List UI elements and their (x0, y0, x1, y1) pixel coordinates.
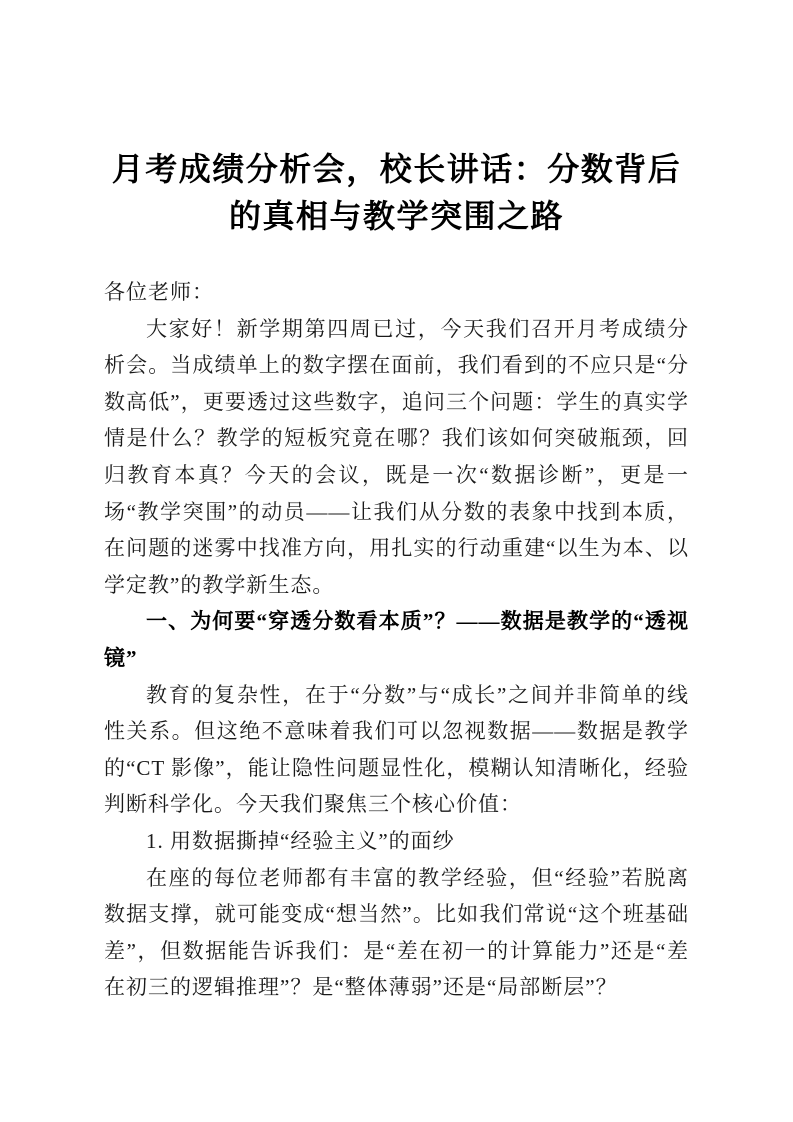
section-heading-1: 一、为何要“穿透分数看本质”？——数据是教学的“透视镜” (104, 609, 689, 670)
paragraph-experience: 在座的每位老师都有丰富的教学经验，但“经验”若脱离数据支撑，就可能变成“想当然”。比如我们常说“这个班基础差”，但数据能告诉我们：是“差在初一的计算能力”还是“差在初三的逻辑推理”？是“整体薄弱”还是“局部断层”？ (104, 865, 689, 1000)
paragraph-data-value: 教育的复杂性，在于“分数”与“成长”之间并非简单的线性关系。但这绝不意味着我们可以忽视数据——数据是教学的“CT 影像”，能让隐性问题显性化，模糊认知清晰化，经验判断科学化。今天我们聚焦三个核心价值： (104, 682, 689, 817)
salutation: 各位老师： (104, 280, 214, 304)
paragraph-opening: 大家好！新学期第四周已过，今天我们召开月考成绩分析会。当成绩单上的数字摆在面前，我们看到的不应只是“分数高低”，更要透过这些数字，追问三个问题：学生的真实学情是什么？教学的短板究竟在哪？我们该如何突破瓶颈，回归教育本真？今天的会议，既是一次“数据诊断”，更是一场“教学突围”的动员——让我们从分数的表象中找到本质，在问题的迷雾中找准方向，用扎实的行动重建“以生为本、以学定教”的教学新生态。 (104, 316, 689, 597)
document-body (104, 146, 689, 1006)
sub-heading-1: 1. 用数据撕掉“经验主义”的面纱 (146, 828, 455, 853)
document-title: 月考成绩分析会，校长讲话：分数背后的真相与教学突围之路 (111, 151, 682, 234)
